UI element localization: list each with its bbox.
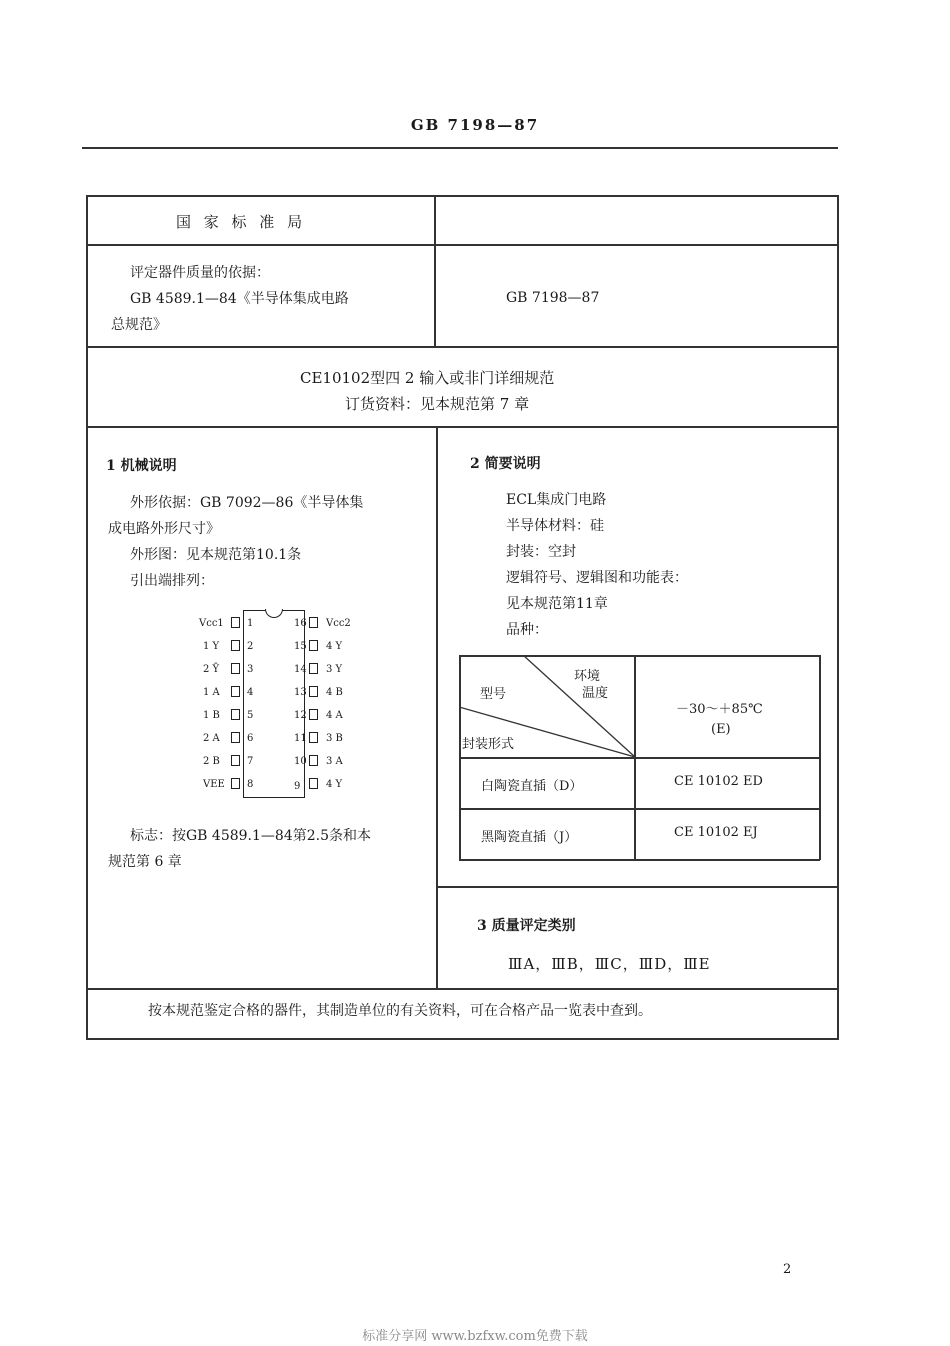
page-number: 2 <box>783 1262 792 1277</box>
pin-pad <box>231 778 240 789</box>
pin-pad <box>231 732 240 743</box>
marking-line-2: 规范第 6 章 <box>108 854 182 870</box>
pin-number: 7 <box>247 756 254 767</box>
brief-item-1: ECL集成门电路 <box>506 492 607 508</box>
standard-number: GB 7198—87 <box>506 290 600 306</box>
pin-name: 3 B <box>326 733 343 744</box>
pin-pad <box>231 709 240 720</box>
pin-number: 13 <box>294 687 307 698</box>
pin-name: 4 Y <box>326 641 343 652</box>
pin-pad <box>309 640 318 651</box>
pin-number: 16 <box>294 618 307 629</box>
frame-left <box>86 195 88 1040</box>
marking-line-1: 标志：按GB 4589.1—84第2.5条和本 <box>130 828 371 844</box>
pin-pad <box>309 663 318 674</box>
watermark: 标准分享网 www.bzfxw.com免费下载 <box>362 1329 588 1344</box>
main-col-divider <box>436 426 438 988</box>
section-3-heading: 3 质量评定类别 <box>477 918 576 934</box>
pin-name: 4 B <box>326 687 343 698</box>
pin-name: Vcc2 <box>326 618 351 629</box>
pin-number: 3 <box>247 664 254 675</box>
table-bottom <box>459 859 820 861</box>
quality-categories: ⅢA，ⅢB，ⅢC，ⅢD，ⅢE <box>508 955 711 973</box>
pinout-label: 引出端排列： <box>130 573 214 589</box>
package-row-2: 黑陶瓷直插（J） <box>481 830 578 845</box>
pin-name: 2 Ȳ <box>203 664 220 675</box>
header-temperature: 温度 <box>582 686 609 701</box>
basis-line-1: 评定器件质量的依据： <box>130 265 270 281</box>
brief-item-5: 见本规范第11章 <box>506 596 608 612</box>
pin-number: 8 <box>247 779 254 790</box>
basis-line-3: 总规范》 <box>111 317 167 333</box>
pin-name: 1 Y <box>203 641 220 652</box>
header-model: 型号 <box>480 687 507 702</box>
frame-right <box>837 195 839 1040</box>
pin-pad <box>309 755 318 766</box>
frame-bottom <box>86 1038 838 1040</box>
pin-pad <box>309 732 318 743</box>
pin-number: 9 <box>294 781 301 792</box>
pin-name: 4 Y <box>326 779 343 790</box>
pin-name: 4 A <box>326 710 343 721</box>
pin-name: 2 A <box>203 733 220 744</box>
spec-title: CE10102型四 2 输入或非门详细规范 <box>300 369 555 387</box>
outline-drawing-ref: 外形图：见本规范第10.1条 <box>130 547 302 563</box>
qualified-products-note: 按本规范鉴定合格的器件，其制造单位的有关资料，可在合格产品一览表中查到。 <box>148 1003 652 1019</box>
pin-number: 2 <box>247 641 254 652</box>
pin-pad <box>231 686 240 697</box>
table-row-line-2 <box>459 808 820 810</box>
pin-name: 1 B <box>203 710 220 721</box>
pin-number: 11 <box>294 733 307 744</box>
row-divider-1 <box>86 244 838 246</box>
pin-pad <box>309 778 318 789</box>
document-code-header: GB 7198—87 <box>410 116 540 134</box>
pin-number: 15 <box>294 641 307 652</box>
pin-pad <box>309 709 318 720</box>
brief-item-4: 逻辑符号、逻辑图和功能表： <box>506 570 688 586</box>
brief-item-2: 半导体材料：硅 <box>506 518 604 534</box>
outline-basis-2: 成电路外形尺寸》 <box>108 521 220 537</box>
pin-pad <box>231 617 240 628</box>
section-1-heading: 1 机械说明 <box>106 458 177 474</box>
section-2-heading: 2 简要说明 <box>470 456 541 472</box>
brief-item-3: 封装：空封 <box>506 544 576 560</box>
table-right <box>819 655 821 860</box>
ordering-info: 订货资料：见本规范第 7 章 <box>345 395 530 413</box>
frame-top <box>86 195 838 197</box>
pin-number: 1 <box>247 618 254 629</box>
row-divider-3 <box>86 426 838 428</box>
pin-name: 2 B <box>203 756 220 767</box>
pin-name: 3 A <box>326 756 343 767</box>
outline-basis-1: 外形依据：GB 7092—86《半导体集 <box>130 495 364 511</box>
pin-number: 10 <box>294 756 307 767</box>
pin-number: 12 <box>294 710 307 721</box>
package-row-1: 白陶瓷直插（D） <box>481 779 583 794</box>
pin-pad <box>309 686 318 697</box>
brief-item-6: 品种： <box>506 622 548 638</box>
temp-range: －30～＋85℃ <box>676 702 763 717</box>
pin-number: 4 <box>247 687 254 698</box>
dip16-package-outline <box>243 610 305 798</box>
temp-code: (E) <box>711 722 731 737</box>
header-environment: 环境 <box>574 669 601 684</box>
pin-pad <box>231 640 240 651</box>
pin-pad <box>309 617 318 628</box>
pin-number: 14 <box>294 664 307 675</box>
row-divider-2 <box>86 346 838 348</box>
issuing-bureau: 国 家 标 准 局 <box>176 213 307 231</box>
pin-number: 5 <box>247 710 254 721</box>
header-rule <box>82 147 838 149</box>
header-package: 封装形式 <box>462 737 515 752</box>
pin-name: 3 Y <box>326 664 343 675</box>
row-divider-4 <box>86 988 838 990</box>
pin-name: VEE <box>203 779 225 790</box>
section-3-top-rule <box>437 886 837 888</box>
basis-line-2: GB 4589.1—84《半导体集成电路 <box>130 291 349 307</box>
pin1-notch <box>265 609 283 618</box>
pin-name: 1 A <box>203 687 220 698</box>
model-row-2: CE 10102 EJ <box>674 825 758 840</box>
pin-name: Vcc1 <box>199 618 224 629</box>
pin-number: 6 <box>247 733 254 744</box>
model-row-1: CE 10102 ED <box>674 774 763 789</box>
pin-pad <box>231 755 240 766</box>
top-col-divider <box>434 195 436 347</box>
pin-pad <box>231 663 240 674</box>
